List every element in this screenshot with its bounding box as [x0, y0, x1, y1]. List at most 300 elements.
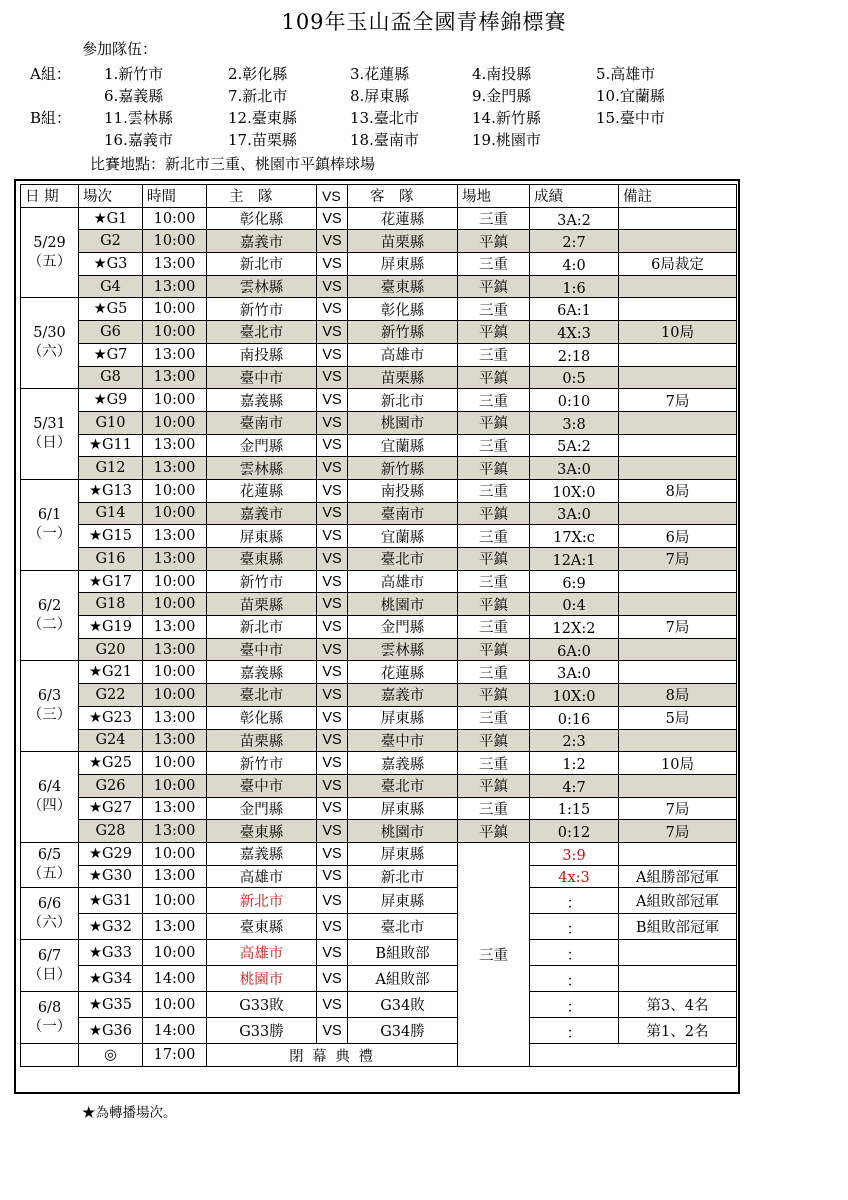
time-cell: 13:00 — [143, 865, 207, 888]
note-cell — [619, 661, 737, 684]
away-team-cell: 屏東縣 — [348, 253, 458, 276]
away-team-cell: 嘉義縣 — [348, 752, 458, 775]
vs-cell: VS — [317, 638, 348, 661]
time-cell: 10:00 — [143, 842, 207, 865]
vs-cell: VS — [317, 570, 348, 593]
table-row — [21, 502, 737, 525]
vs-cell: VS — [317, 940, 348, 966]
table-row — [21, 411, 737, 434]
star-icon: ★ — [88, 868, 102, 885]
game-cell — [79, 842, 143, 865]
game-number: G21 — [101, 664, 133, 681]
game-number: G17 — [101, 573, 133, 590]
time-cell: 10:00 — [143, 940, 207, 966]
home-team-cell: 嘉義縣 — [207, 842, 317, 865]
star-icon: ★ — [88, 573, 102, 590]
time-cell: 13:00 — [143, 820, 207, 843]
star-icon: ★ — [88, 845, 102, 862]
table-row — [21, 593, 737, 616]
vs-cell: VS — [317, 992, 348, 1018]
home-team-cell: 桃園市 — [207, 966, 317, 992]
vs-cell: VS — [317, 389, 348, 412]
result-cell: ： — [530, 992, 619, 1018]
home-team-cell: G33敗 — [207, 992, 317, 1018]
weekday-text: （一） — [27, 525, 72, 542]
game-cell — [79, 616, 143, 639]
table-row — [21, 253, 737, 276]
result-cell: 1:6 — [530, 275, 619, 298]
result-cell: 5A:2 — [530, 434, 619, 457]
time-cell: 13:00 — [143, 638, 207, 661]
home-team-cell: 雲林縣 — [207, 457, 317, 480]
weekday-text: （二） — [27, 616, 72, 633]
result-cell: 6A:1 — [530, 298, 619, 321]
home-team-cell: 臺東縣 — [207, 548, 317, 571]
game-number: G26 — [95, 777, 126, 794]
home-team-cell: 新竹市 — [207, 752, 317, 775]
closing-label: 閉 幕 典 禮 — [207, 1044, 458, 1067]
away-team-cell: 高雄市 — [348, 343, 458, 366]
table-row — [21, 616, 737, 639]
schedule-table — [20, 184, 737, 1067]
vs-cell: VS — [317, 661, 348, 684]
field-cell: 平鎮 — [458, 593, 530, 616]
date-cell — [21, 992, 79, 1044]
game-cell — [79, 548, 143, 571]
game-cell — [79, 661, 143, 684]
result-cell: 0:4 — [530, 593, 619, 616]
game-cell — [79, 570, 143, 593]
note-cell: 8局 — [619, 684, 737, 707]
star-icon: ★ — [88, 618, 102, 635]
home-team-cell: 臺中市 — [207, 638, 317, 661]
game-cell — [79, 638, 143, 661]
note-cell — [619, 275, 737, 298]
result-cell: 0:16 — [530, 706, 619, 729]
away-team-cell: 臺中市 — [348, 729, 458, 752]
weekday-text: （三） — [27, 707, 72, 724]
result-cell: ： — [530, 1018, 619, 1044]
game-number: G15 — [101, 528, 133, 545]
result-cell: ： — [530, 940, 619, 966]
home-team-cell: 新北市 — [207, 616, 317, 639]
vs-cell: VS — [317, 230, 348, 253]
date-text: 6/5 — [37, 847, 62, 864]
star-icon: ★ — [88, 918, 102, 935]
time-cell: 13:00 — [143, 729, 207, 752]
away-team-cell: 苗栗縣 — [348, 230, 458, 253]
time-cell: 10:00 — [143, 661, 207, 684]
time-cell: 13:00 — [143, 253, 207, 276]
game-number: G6 — [100, 323, 121, 340]
star-icon: ★ — [88, 709, 102, 726]
time-cell: 10:00 — [143, 502, 207, 525]
result-cell: 3A:2 — [530, 207, 619, 230]
vs-cell: VS — [317, 774, 348, 797]
table-row — [21, 706, 737, 729]
game-number: G30 — [101, 868, 133, 885]
away-team-cell: 雲林縣 — [348, 638, 458, 661]
game-number: G35 — [101, 996, 133, 1013]
footnote: ★為轉播場次。 — [82, 1105, 177, 1121]
away-team-cell: 臺南市 — [348, 502, 458, 525]
home-team-cell: 嘉義市 — [207, 502, 317, 525]
game-number: G33 — [101, 944, 133, 961]
table-row — [21, 820, 737, 843]
team-entry: 16.嘉義市 — [104, 131, 173, 149]
game-cell — [79, 434, 143, 457]
time-cell: 13:00 — [143, 434, 207, 457]
result-cell: 12X:2 — [530, 616, 619, 639]
table-row — [21, 865, 737, 888]
field-cell: 三重 — [458, 479, 530, 502]
date-text: 6/4 — [37, 779, 62, 796]
team-entry: 1.新竹市 — [104, 65, 164, 83]
field-cell: 三重 — [458, 298, 530, 321]
away-team-cell: 桃園市 — [348, 820, 458, 843]
time-cell: 10:00 — [143, 230, 207, 253]
date-text: 6/7 — [37, 947, 62, 964]
result-cell: 1:15 — [530, 797, 619, 820]
closing-symbol-icon: ◎ — [79, 1044, 143, 1067]
note-cell: 6局 — [619, 525, 737, 548]
closing-result-empty — [530, 1044, 737, 1067]
game-number: G4 — [100, 278, 121, 295]
result-cell: 3A:0 — [530, 661, 619, 684]
weekday-text: （五） — [27, 866, 72, 883]
table-row — [21, 684, 737, 707]
time-cell: 13:00 — [143, 914, 207, 940]
result-cell: 10X:0 — [530, 684, 619, 707]
time-cell: 10:00 — [143, 752, 207, 775]
vs-cell: VS — [317, 548, 348, 571]
note-cell — [619, 940, 737, 966]
away-team-cell: 新北市 — [348, 865, 458, 888]
venue-text: 比賽地點：新北市三重、桃園市平鎮棒球場 — [90, 155, 376, 173]
game-cell — [79, 479, 143, 502]
time-cell: 13:00 — [143, 706, 207, 729]
home-team-cell: 新北市 — [207, 888, 317, 914]
result-cell: 0:5 — [530, 366, 619, 389]
vs-cell: VS — [317, 525, 348, 548]
home-team-cell: 新竹市 — [207, 570, 317, 593]
vs-cell: VS — [317, 298, 348, 321]
field-cell: 平鎮 — [458, 548, 530, 571]
game-cell — [79, 888, 143, 914]
note-cell — [619, 457, 737, 480]
note-cell: 10局 — [619, 321, 737, 344]
note-cell — [619, 298, 737, 321]
time-cell: 14:00 — [143, 966, 207, 992]
header-vs: VS — [317, 185, 348, 208]
vs-cell: VS — [317, 684, 348, 707]
game-number: G36 — [101, 1022, 133, 1039]
field-cell: 三重 — [458, 389, 530, 412]
team-entry: 19.桃園市 — [472, 131, 541, 149]
time-cell: 10:00 — [143, 992, 207, 1018]
date-text: 6/2 — [37, 597, 62, 614]
game-cell — [79, 940, 143, 966]
field-cell: 三重 — [458, 570, 530, 593]
vs-cell: VS — [317, 321, 348, 344]
field-cell: 三重 — [458, 797, 530, 820]
table-row — [21, 638, 737, 661]
table-row — [21, 729, 737, 752]
team-entry: 15.臺中市 — [596, 109, 665, 127]
note-cell: 第1、2名 — [619, 1018, 737, 1044]
home-team-cell: 臺中市 — [207, 774, 317, 797]
result-cell: 3:8 — [530, 411, 619, 434]
away-team-cell: 嘉義市 — [348, 684, 458, 707]
home-team-cell: 高雄市 — [207, 865, 317, 888]
away-team-cell: 新北市 — [348, 389, 458, 412]
team-entry: 4.南投縣 — [472, 65, 532, 83]
time-cell: 13:00 — [143, 366, 207, 389]
result-cell: 2:18 — [530, 343, 619, 366]
result-cell: 2:7 — [530, 230, 619, 253]
table-row — [21, 940, 737, 966]
game-number: G25 — [101, 755, 133, 772]
vs-cell: VS — [317, 865, 348, 888]
note-cell — [619, 570, 737, 593]
vs-cell: VS — [317, 502, 348, 525]
vs-cell: VS — [317, 842, 348, 865]
vs-cell: VS — [317, 820, 348, 843]
star-icon: ★ — [88, 892, 102, 909]
game-number: G28 — [95, 823, 126, 840]
table-row — [21, 298, 737, 321]
game-cell — [79, 321, 143, 344]
table-row — [21, 525, 737, 548]
away-team-cell: G34勝 — [348, 1018, 458, 1044]
game-number: G24 — [95, 732, 126, 749]
table-row — [21, 275, 737, 298]
field-cell: 三重 — [458, 343, 530, 366]
game-number: G27 — [101, 800, 133, 817]
date-text: 5/29 — [33, 234, 66, 251]
field-cell: 平鎮 — [458, 457, 530, 480]
star-icon: ★ — [88, 970, 102, 987]
table-row — [21, 842, 737, 865]
note-cell — [619, 434, 737, 457]
home-team-cell: 臺北市 — [207, 321, 317, 344]
date-cell — [21, 570, 79, 661]
star-icon: ★ — [93, 346, 107, 363]
game-number: G32 — [101, 918, 133, 935]
game-number: G16 — [95, 550, 126, 567]
result-cell: 4:7 — [530, 774, 619, 797]
vs-cell: VS — [317, 479, 348, 502]
game-number: G1 — [106, 210, 128, 227]
vs-cell: VS — [317, 616, 348, 639]
game-cell — [79, 343, 143, 366]
date-text: 6/1 — [37, 506, 62, 523]
date-text: 5/31 — [33, 416, 66, 433]
group-label: B組： — [30, 109, 72, 127]
date-cell — [21, 207, 79, 298]
away-team-cell: 新竹縣 — [348, 321, 458, 344]
vs-cell: VS — [317, 457, 348, 480]
note-cell — [619, 366, 737, 389]
home-team-cell: 新北市 — [207, 253, 317, 276]
vs-cell: VS — [317, 706, 348, 729]
table-row — [21, 774, 737, 797]
vs-cell: VS — [317, 207, 348, 230]
note-cell: 7局 — [619, 797, 737, 820]
game-number: G19 — [101, 618, 133, 635]
field-cell: 三重 — [458, 842, 530, 1066]
vs-cell: VS — [317, 752, 348, 775]
team-entry: 8.屏東縣 — [350, 87, 410, 105]
vs-cell: VS — [317, 253, 348, 276]
game-cell — [79, 797, 143, 820]
away-team-cell: 宜蘭縣 — [348, 434, 458, 457]
away-team-cell: G34敗 — [348, 992, 458, 1018]
date-cell — [21, 842, 79, 887]
table-row — [21, 321, 737, 344]
field-cell: 平鎮 — [458, 638, 530, 661]
time-cell: 13:00 — [143, 548, 207, 571]
note-cell: 5局 — [619, 706, 737, 729]
note-cell — [619, 502, 737, 525]
home-team-cell: 彰化縣 — [207, 207, 317, 230]
table-row — [21, 1018, 737, 1044]
participants-label: 參加隊伍： — [82, 40, 158, 58]
star-icon: ★ — [88, 800, 102, 817]
away-team-cell: 花蓮縣 — [348, 207, 458, 230]
team-entry: 17.苗栗縣 — [228, 131, 297, 149]
game-cell — [79, 207, 143, 230]
field-cell: 平鎮 — [458, 502, 530, 525]
result-cell: 6:9 — [530, 570, 619, 593]
field-cell: 平鎮 — [458, 275, 530, 298]
away-team-cell: 臺北市 — [348, 774, 458, 797]
game-cell — [79, 752, 143, 775]
vs-cell: VS — [317, 797, 348, 820]
game-cell — [79, 706, 143, 729]
game-number: G10 — [95, 414, 126, 431]
game-cell — [79, 729, 143, 752]
team-entry: 10.宜蘭縣 — [596, 87, 665, 105]
result-cell: 17X:c — [530, 525, 619, 548]
game-cell — [79, 966, 143, 992]
field-cell: 平鎮 — [458, 774, 530, 797]
result-cell: 10X:0 — [530, 479, 619, 502]
result-cell: 12A:1 — [530, 548, 619, 571]
note-cell — [619, 774, 737, 797]
game-number: G23 — [101, 709, 133, 726]
away-team-cell: 屏東縣 — [348, 842, 458, 865]
time-cell: 10:00 — [143, 684, 207, 707]
away-team-cell: 桃園市 — [348, 411, 458, 434]
weekday-text: （五） — [27, 253, 72, 270]
table-row — [21, 888, 737, 914]
game-cell — [79, 298, 143, 321]
game-cell — [79, 457, 143, 480]
note-cell: 第3、4名 — [619, 992, 737, 1018]
field-cell: 三重 — [458, 525, 530, 548]
date-text: 5/30 — [33, 325, 66, 342]
game-number: G34 — [101, 970, 133, 987]
home-team-cell: 嘉義縣 — [207, 389, 317, 412]
table-row — [21, 479, 737, 502]
time-cell: 10:00 — [143, 888, 207, 914]
game-number: G14 — [95, 505, 126, 522]
game-cell — [79, 914, 143, 940]
game-cell — [79, 774, 143, 797]
weekday-text: （四） — [27, 798, 72, 815]
vs-cell: VS — [317, 966, 348, 992]
star-icon: ★ — [88, 996, 102, 1013]
result-cell: 4:0 — [530, 253, 619, 276]
date-cell — [21, 661, 79, 752]
table-row — [21, 389, 737, 412]
home-team-cell: G33勝 — [207, 1018, 317, 1044]
table-row — [21, 966, 737, 992]
table-row — [21, 548, 737, 571]
table-row — [21, 914, 737, 940]
weekday-text: （日） — [27, 435, 72, 452]
vs-cell: VS — [317, 914, 348, 940]
team-entry: 14.新竹縣 — [472, 109, 541, 127]
game-number: G29 — [101, 845, 133, 862]
weekday-text: （六） — [27, 914, 72, 931]
team-entry: 7.新北市 — [228, 87, 288, 105]
header-note: 備註 — [619, 185, 737, 208]
star-icon: ★ — [93, 392, 107, 409]
header-home: 主 隊 — [207, 185, 317, 208]
home-team-cell: 雲林縣 — [207, 275, 317, 298]
date-cell — [21, 479, 79, 570]
closing-ceremony-row — [21, 1044, 737, 1067]
team-entry: 9.金門縣 — [472, 87, 532, 105]
away-team-cell: 臺北市 — [348, 548, 458, 571]
game-cell — [79, 865, 143, 888]
away-team-cell: 臺東縣 — [348, 275, 458, 298]
star-icon: ★ — [93, 255, 107, 272]
game-number: G22 — [95, 686, 126, 703]
field-cell: 三重 — [458, 616, 530, 639]
field-cell: 平鎮 — [458, 684, 530, 707]
vs-cell: VS — [317, 593, 348, 616]
home-team-cell: 南投縣 — [207, 343, 317, 366]
note-cell: A組敗部冠軍 — [619, 888, 737, 914]
result-cell: 0:10 — [530, 389, 619, 412]
away-team-cell: 南投縣 — [348, 479, 458, 502]
team-entry: 12.臺東縣 — [228, 109, 297, 127]
away-team-cell: 屏東縣 — [348, 706, 458, 729]
team-entry: 6.嘉義縣 — [104, 87, 164, 105]
game-cell — [79, 684, 143, 707]
time-cell: 10:00 — [143, 207, 207, 230]
home-team-cell: 彰化縣 — [207, 706, 317, 729]
note-cell: 8局 — [619, 479, 737, 502]
away-team-cell: B組敗部 — [348, 940, 458, 966]
game-cell — [79, 275, 143, 298]
home-team-cell: 新竹市 — [207, 298, 317, 321]
time-cell: 10:00 — [143, 593, 207, 616]
header-time: 時間 — [143, 185, 207, 208]
vs-cell: VS — [317, 434, 348, 457]
note-cell: 6局裁定 — [619, 253, 737, 276]
game-cell — [79, 389, 143, 412]
time-cell: 13:00 — [143, 275, 207, 298]
game-number: G7 — [106, 346, 128, 363]
note-cell — [619, 729, 737, 752]
time-cell: 10:00 — [143, 389, 207, 412]
home-team-cell: 嘉義縣 — [207, 661, 317, 684]
team-entry: 13.臺北市 — [350, 109, 419, 127]
